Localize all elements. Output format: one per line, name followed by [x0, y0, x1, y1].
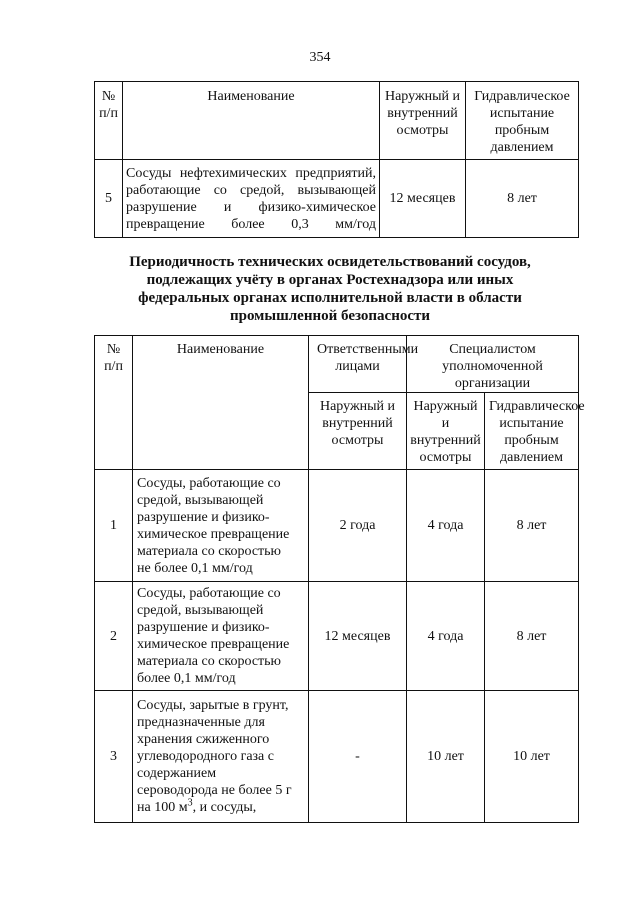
subheader-outer-specialist: Наружный и внутренний осмотры [407, 393, 485, 470]
row-name [133, 691, 309, 823]
header-outer-inspection: Наружный и внутренний осмотры [380, 82, 466, 160]
header-responsible: Ответственными лицами [309, 336, 407, 393]
row-specialist-outer: 4 года [407, 470, 485, 582]
table-header-row [95, 336, 579, 393]
page-number: 354 [309, 50, 331, 65]
row-specialist-outer: 10 лет [407, 691, 485, 823]
row-specialist-hydro: 10 лет [485, 691, 579, 823]
row-name-tail: , и сосуды, [192, 800, 257, 815]
header-name: Наименование [133, 336, 309, 470]
table-row [95, 582, 579, 691]
row-responsible: 2 года [309, 470, 407, 582]
row-name: Сосуды, работающие со средой, вызывающей разрушение и физико-химическое превращение материала со скоростью не более 0,1 мм/год [133, 470, 309, 582]
header-num: № п/п [95, 82, 123, 160]
subheader-hydro: Гидравлическое испытание пробным давлением [485, 393, 579, 470]
subheader-outer-responsible: Наружный и внутренний осмотры [309, 393, 407, 470]
row-name: Сосуды, работающие со средой, вызывающей разрушение и физико-химическое превращение материала со скоростью более 0,1 мм/год [133, 582, 309, 691]
table-periodicity [94, 335, 585, 823]
row-specialist-outer: 4 года [407, 582, 485, 691]
row-num: 3 [95, 691, 133, 823]
row-name: Сосуды нефтехимических предприятий, работающие со средой, вызывающей разрушение и физико-химическое превращение более 0,3 мм/год [123, 160, 380, 238]
header-num: № п/п [95, 336, 133, 470]
row-name-superscript: 3 [187, 797, 193, 809]
row-num: 1 [95, 470, 133, 582]
header-hydro-test: Гидравлическое испытание пробным давлением [466, 82, 579, 160]
header-specialist: Специалистом уполномоченной организации [407, 336, 579, 393]
section-heading: Периодичность технических освидетельствований сосудов, подлежащих учёту в органах Ростехнадзора или иных федеральных органах исполнительной власти в области промышленной безопасности [129, 254, 531, 324]
row-specialist-hydro: 8 лет [485, 470, 579, 582]
table-row [95, 160, 579, 238]
row-name-text: Сосуды, зарытые в грунт, предназначенные для хранения сжиженного углеводородного газа с содержанием сероводорода не более 5 г на 100 м [137, 698, 292, 815]
row-num: 2 [95, 582, 133, 691]
row-specialist-hydro: 8 лет [485, 582, 579, 691]
table-row [95, 470, 579, 582]
row-responsible: 12 месяцев [309, 582, 407, 691]
row-num: 5 [95, 160, 123, 238]
table-row [95, 691, 579, 823]
table-top-header-row [95, 82, 579, 160]
table-top [94, 81, 579, 238]
row-hydro: 8 лет [466, 160, 579, 238]
header-name: Наименование [123, 82, 380, 160]
row-outer: 12 месяцев [380, 160, 466, 238]
row-responsible: - [309, 691, 407, 823]
